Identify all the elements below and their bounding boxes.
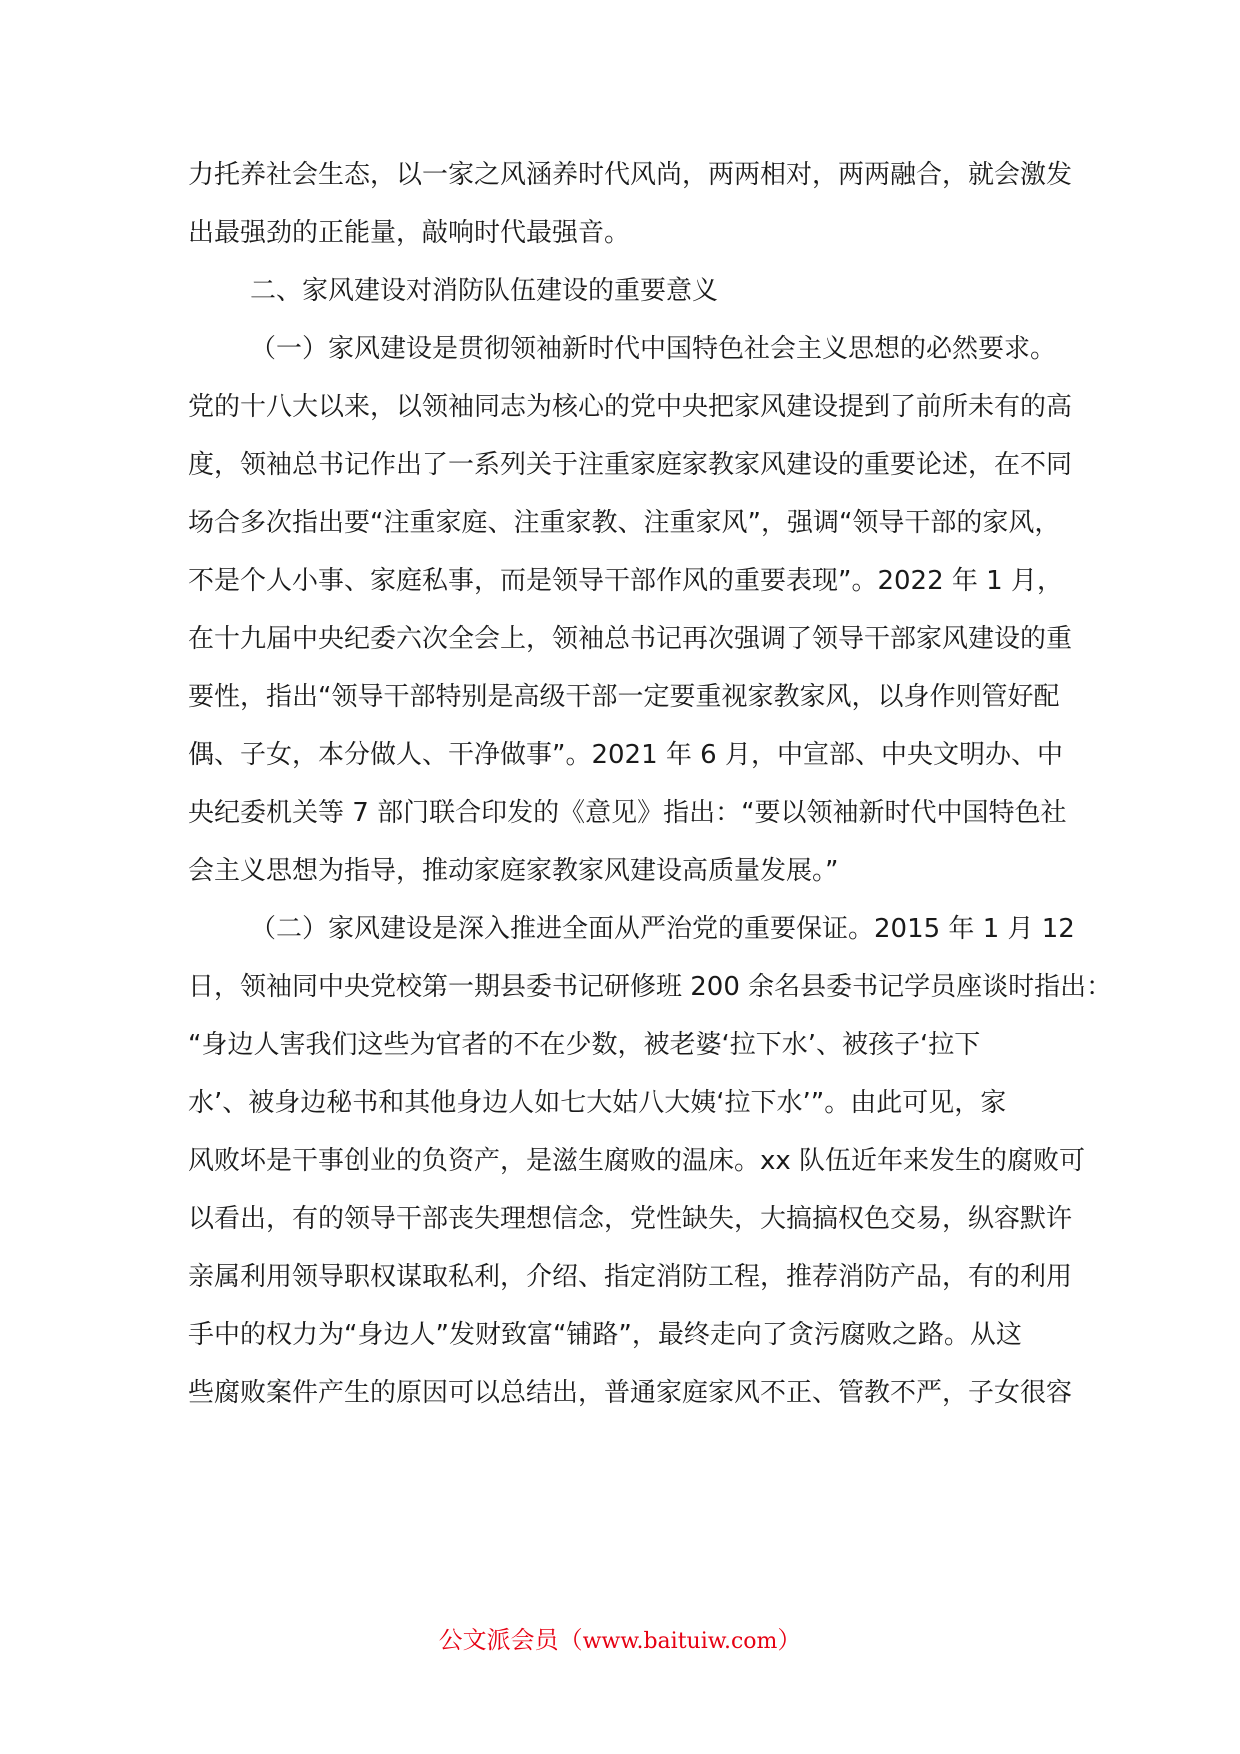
- body-text-line: 场合多次指出要“注重家庭、注重家教、注重家风”，强调“领导干部的家风，: [188, 508, 1061, 538]
- body-text-line: 在十九届中央纪委六次全会上，领袖总书记再次强调了领导干部家风建设的重: [188, 624, 1073, 654]
- body-text-line: 以看出，有的领导干部丧失理想信念，党性缺失，大搞搞权色交易，纵容默许: [188, 1204, 1073, 1234]
- body-text-line: “身边人害我们这些为官者的不在少数，被老婆‘拉下水’、被孩子‘拉下: [188, 1030, 981, 1060]
- body-text-line: 不是个人小事、家庭私事，而是领导干部作风的重要表现”。2022 年 1 月，: [188, 566, 1063, 596]
- body-text-line: 水’、被身边秘书和其他身边人如七大姑八大姨‘拉下水’”。由此可见，家: [188, 1088, 1007, 1118]
- footer-link[interactable]: www.baituiw.com: [582, 1629, 778, 1654]
- body-text-line: 些腐败案件产生的原因可以总结出，普通家庭家风不正、管教不严，子女很容: [188, 1378, 1073, 1408]
- subsection-heading: （二）家风建设是深入推进全面从严治党的重要保证。2015 年 1 月 12: [250, 914, 1075, 944]
- footer-close: ）: [777, 1626, 802, 1654]
- body-text-line: 党的十八大以来，以领袖同志为核心的党中央把家风建设提到了前所未有的高: [188, 392, 1073, 422]
- body-text-line: 风败坏是干事创业的负资产，是滋生腐败的温床。xx 队伍近年来发生的腐败可: [188, 1146, 1086, 1176]
- body-text-line: 日，领袖同中央党校第一期县委书记研修班 200 余名县委书记学员座谈时指出：: [188, 972, 1113, 1002]
- body-text-line: 手中的权力为“身边人”发财致富“铺路”，最终走向了贪污腐败之路。从这: [188, 1320, 1022, 1350]
- body-text-line: 要性，指出“领导干部特别是高级干部一定要重视家教家风，以身作则管好配: [188, 682, 1060, 712]
- body-text-line: 亲属利用领导职权谋取私利，介绍、指定消防工程，推荐消防产品，有的利用: [188, 1262, 1073, 1292]
- footer-label: 公文派会员（: [438, 1626, 583, 1654]
- body-text-line: 偶、子女，本分做人、干净做事”。2021 年 6 月，中宣部、中央文明办、中: [188, 740, 1063, 770]
- body-text-line: 出最强劲的正能量，敲响时代最强音。: [188, 218, 631, 248]
- body-text-line: 央纪委机关等 7 部门联合印发的《意见》指出：“要以领袖新时代中国特色社: [188, 798, 1067, 828]
- footer-watermark: [0, 1624, 1240, 1658]
- body-text-line: 力托养社会生态，以一家之风涵养时代风尚，两两相对，两两融合，就会激发: [188, 160, 1073, 190]
- body-text-line: 会主义思想为指导，推动家庭家教家风建设高质量发展。”: [188, 856, 839, 886]
- body-text-line: 度，领袖总书记作出了一系列关于注重家庭家教家风建设的重要论述，在不同: [188, 450, 1073, 480]
- section-heading: 二、家风建设对消防队伍建设的重要意义: [250, 276, 719, 306]
- subsection-heading: （一）家风建设是贯彻领袖新时代中国特色社会主义思想的必然要求。: [250, 334, 1057, 364]
